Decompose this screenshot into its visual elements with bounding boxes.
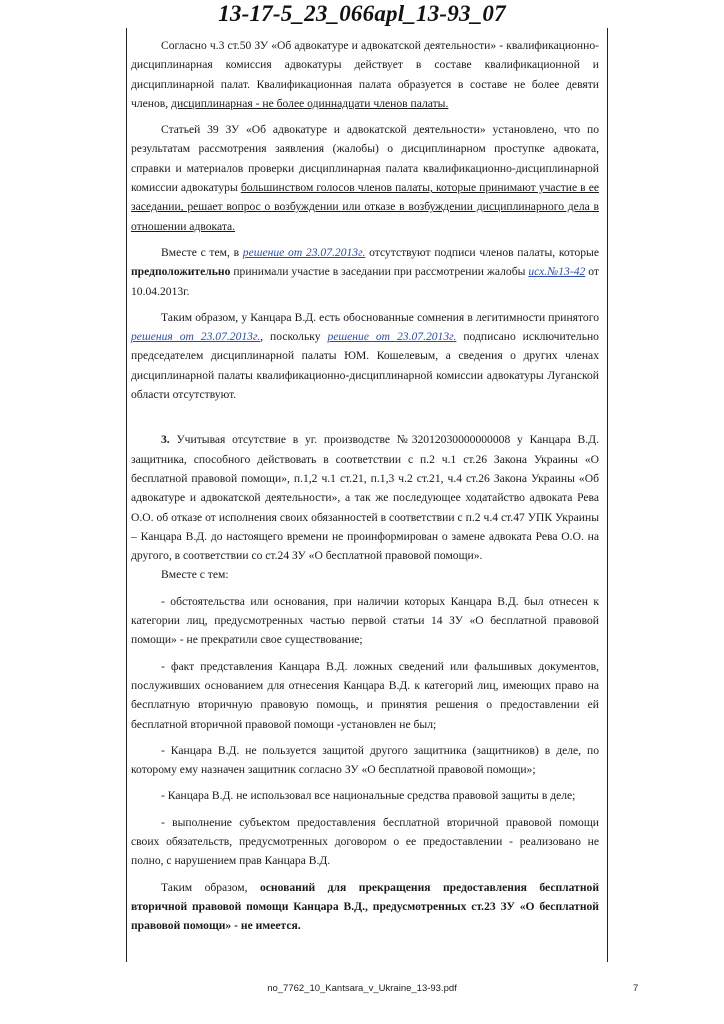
underlined-text: большинством голосов членов палаты, которые принимают участие в ее заседании, решает вопрос о возбуждении или отказе в возбуждении дисциплинарного дела в отношении адвоката. (131, 181, 599, 233)
document-body (131, 36, 599, 935)
section-number: 3. (161, 433, 170, 447)
paragraph-point-3: 3. Учитывая отсутствие в уг. производстве №32012030000000008 у Канцара В.Д. защитника, способного действовать в соответствии с п.2 ч.1 ст.26 Закона Украины «О бесплатной правовой помощи», п.1,2 ч.1 ст.21, п.1,3 ч.2 ст.21, ч.4 ст.26 Закона Украины «Об адвокатуре и адвокатской деятельности», а так же последующее ходатайство адвоката Рева О.О. об отказе от исполнения своих обязанностей в соответствии с п.2 ч.4 ст.47 УПК Украины – Канцара В.Д. до настоящего времени не проинформирован о замене адвоката Рева О.О. на другого, в соответствии со ст.24 ЗУ «О бесплатной правовой помощи». (131, 433, 599, 563)
decision-link[interactable]: решение от 23.07.2013г. (242, 245, 366, 259)
reference-link[interactable]: исх.№13-42 (528, 265, 586, 279)
decision-link[interactable]: решения от 23.07.2013г. (131, 330, 261, 344)
paragraph-legitimacy: Таким образом, у Канцара В.Д. есть обоснованные сомнения в легитимности принятого решения от 23.07.2013г., поскольку решение от 23.07.2013г. подписано исключительно председателем дисциплинарной палаты ЮМ. Кошелевым, а сведения о других членах дисциплинарной палаты квалификационно-дисциплинарной комиссии адвокатуры Луганской области отсутствуют. (131, 310, 599, 402)
paragraph-composition: Согласно ч.3 ст.50 ЗУ «Об адвокатуре и адвокатской деятельности» - квалификационно-дисциплинарная комиссия адвокатуры действует в составе квалификационной и дисциплинарной палат. Квалификационная палата образуется в составе не более девяти членов, дисциплинарная - не более одиннадцати членов палаты. (131, 39, 599, 110)
list-item: - факт представления Канцара В.Д. ложных сведений или фальшивых документов, послуживших основанием для отнесения Канцара В.Д. к категорий лиц, имеющих право на бесплатную вторичную правовую помощь, и принятия решения о предоставлении ей бесплатной вторичной правовой помощи -установлен не был; (131, 659, 599, 731)
page-number: 7 (633, 983, 639, 994)
list-item: - Канцара В.Д. не пользуется защитой другого защитника (защитников) в деле, по которому ему назначен защитник согласно ЗУ «О бесплатной правовой помощи»; (131, 743, 599, 777)
paragraph-conclusion: Таким образом, оснований для прекращения предоставления бесплатной вторичной правовой помощи Канцара В.Д., предусмотренных ст.23 ЗУ «О бесплатной правовой помощи» - не имеется. (131, 880, 599, 933)
footer-filename: no_7762_10_Kantsara_v_Ukraine_13-93.pdf (267, 983, 457, 994)
document-id-header: 13-17-5_23_066apl_13-93_07 (218, 1, 506, 26)
decision-link[interactable]: решение от 23.07.2013г. (327, 330, 457, 344)
list-item: - выполнение субъектом предоставления бесплатной вторичной правовой помощи своих обязательств, предусмотренных договором о ее предоставлении - реализовано не полно, с нарушением прав Канцара В.Д. (131, 815, 599, 868)
underlined-text: дисциплинарная - не более одиннадцати членов палаты. (171, 96, 449, 110)
paragraph-however: Вместе с тем: (161, 568, 229, 582)
paragraph-signatures: Вместе с тем, в решение от 23.07.2013г. отсутствуют подписи членов палаты, которые предположительно принимали участие в заседании при рассмотрении жалобы исх.№13-42 от 10.04.2013г. (131, 245, 599, 298)
list-item: - обстоятельства или основания, при наличии которых Канцара В.Д. был отнесен к категории лиц, предусмотренных частью первой статьи 14 ЗУ «О бесплатной правовой помощи» - не прекратили свое существование; (131, 594, 599, 647)
paragraph-article-39: Статьей 39 ЗУ «Об адвокатуре и адвокатской деятельности» установлено, что по результатам рассмотрения заявления (жалобы) о дисциплинарном проступке адвоката, справки и материалов проверки дисциплинарная палата квалификационно-дисциплинарной комиссии адвокатуры большинством голосов членов палаты, которые принимают участие в ее заседании, решает вопрос о возбуждении или отказе в возбуждении дисциплинарного дела в отношении адвоката. (131, 123, 599, 233)
list-item: - Канцара В.Д. не использовал все национальные средства правовой защиты в деле; (161, 789, 576, 803)
